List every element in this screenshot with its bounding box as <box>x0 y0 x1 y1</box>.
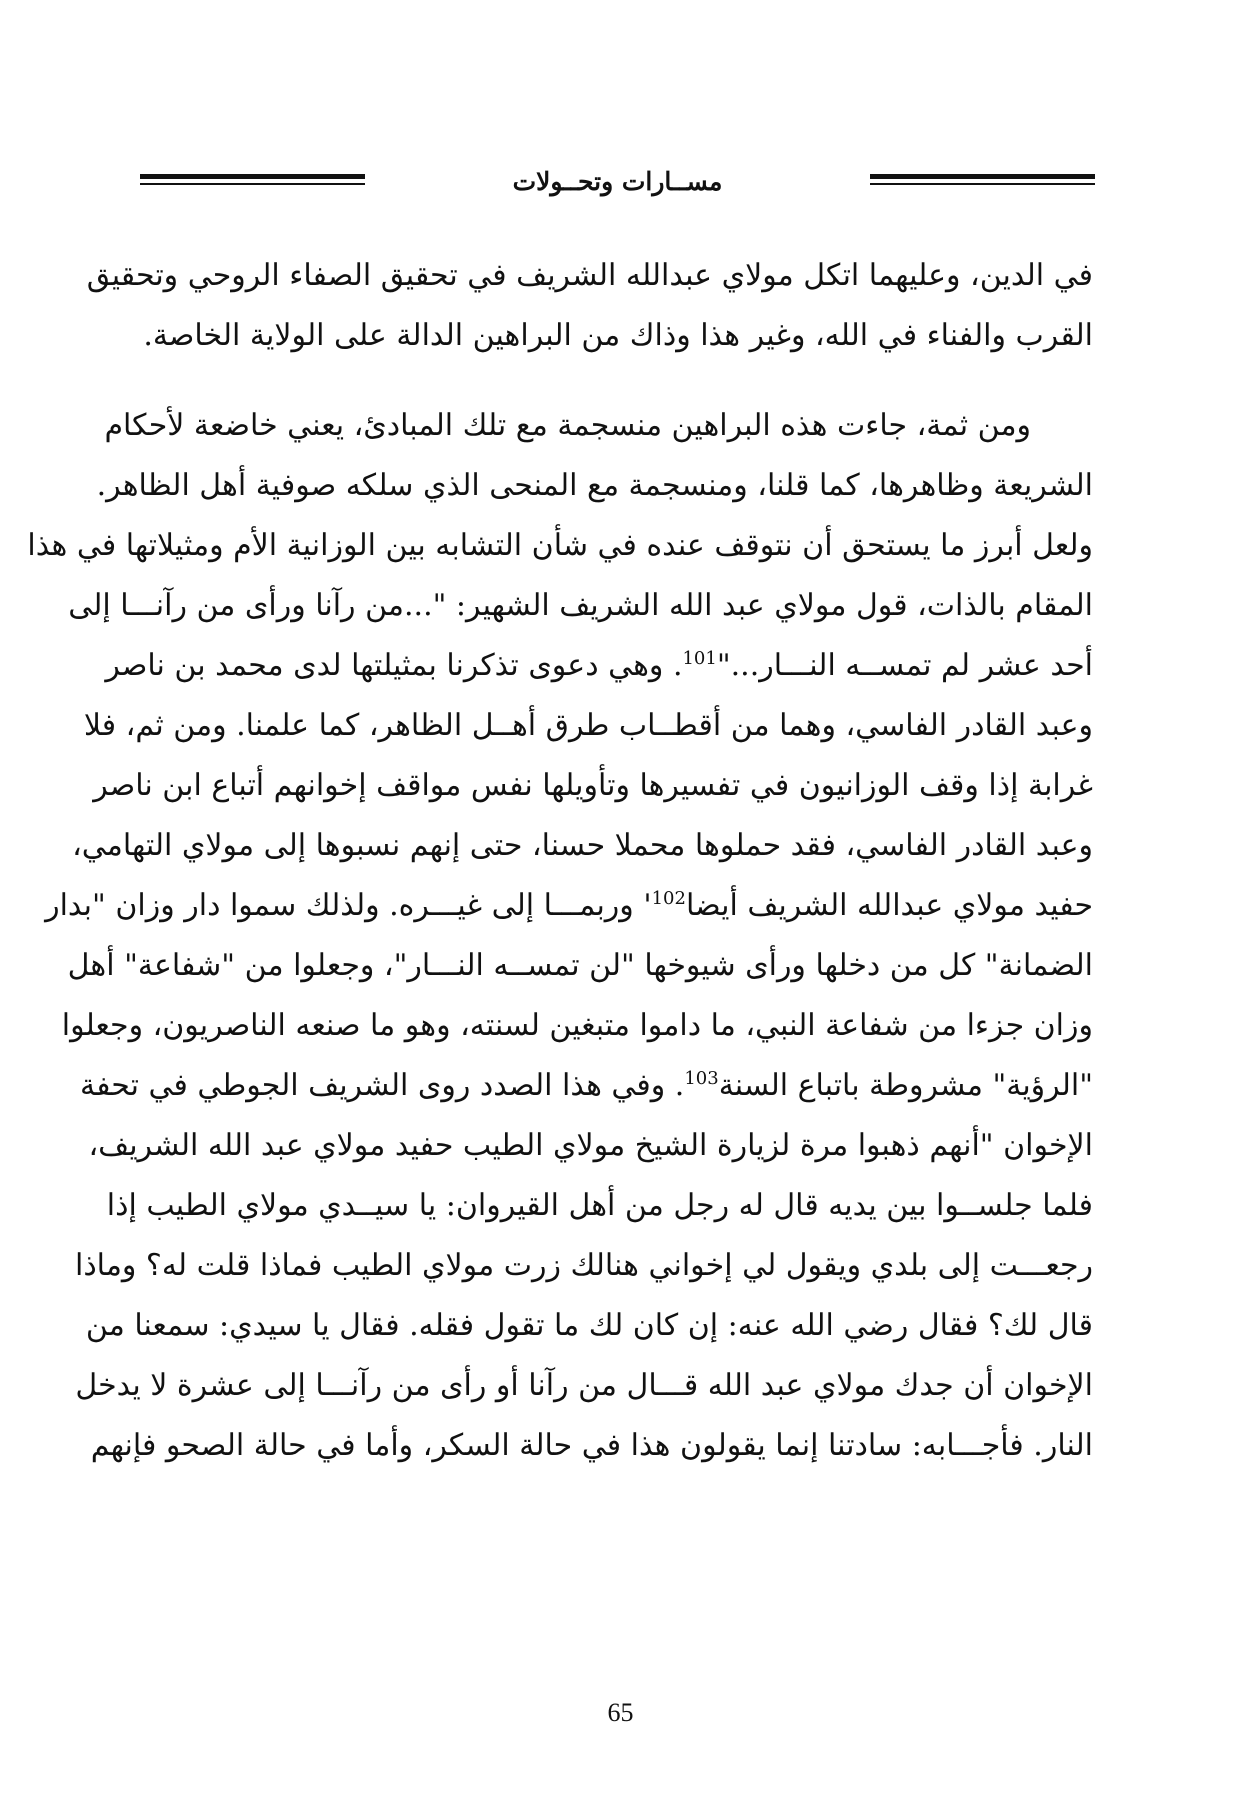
line-text: ' وربمـــا إلى غيـــره. ولذلك سموا دار وزان "بدار <box>45 888 652 923</box>
footnote-ref[interactable]: 101 <box>682 648 717 669</box>
text-line-with-footnote <box>79 1056 1093 1116</box>
line-text: أحد عشر لم تمســه النـــار..." <box>716 648 1093 683</box>
footnote-ref[interactable]: 102 <box>651 888 686 909</box>
line-text: . وهي دعوى تذكرنا بمثيلتها لدى محمد بن ناصر <box>105 648 683 683</box>
footnote-ref[interactable]: 103 <box>684 1068 719 1089</box>
text-line: الشريعة وظاهرها، كما قلنا، ومنسجمة مع المنحى الذي سلكه صوفية أهل الظاهر. <box>96 468 1093 503</box>
text-line-with-footnote <box>45 876 1093 936</box>
page-header <box>140 162 1095 202</box>
text-line-with-footnote <box>105 636 1093 696</box>
paragraph-1 <box>86 246 1093 366</box>
text-line: ومن ثمة، جاءت هذه البراهين منسجمة مع تلك المبادئ، يعني خاضعة لأحكام <box>104 408 1031 443</box>
text-line: غرابة إذا وقف الوزانيون في تفسيرها وتأويلها نفس مواقف إخوانهم أتباع ابن ناصر <box>93 768 1093 803</box>
text-line: وعبد القادر الفاسي، فقد حملوها محملا حسنا، حتى إنهم نسبوها إلى مولاي التهامي، <box>72 828 1093 863</box>
line-text: "الرؤية" مشروطة باتباع السنة <box>718 1068 1093 1103</box>
line-text: . وفي هذا الصدد روى الشريف الجوطي في تحفة <box>79 1068 685 1103</box>
running-title: مســارات وتحــولات <box>512 167 723 196</box>
text-line: فلما جلســوا بين يديه قال له رجل من أهل القيروان: يا سيــدي مولاي الطيب إذا <box>106 1188 1093 1223</box>
text-line: في الدين، وعليهما اتكل مولاي عبدالله الشريف في تحقيق الصفاء الروحي وتحقيق <box>86 258 1093 293</box>
line-text: حفيد مولاي عبدالله الشريف أيضا <box>685 888 1093 923</box>
text-line: وعبد القادر الفاسي، وهما من أقطــاب طرق أهــل الظاهر، كما علمنا. ومن ثم، فلا <box>83 708 1093 743</box>
text-line: قال لك؟ فقال رضي الله عنه: إن كان لك ما تقول فقله. فقال يا سيدي: سمعنا من <box>85 1308 1093 1343</box>
paragraph-2 <box>27 396 1093 1476</box>
text-line: الضمانة" كل من دخلها ورأى شيوخها "لن تمســه النـــار"، وجعلوا من "شفاعة" أهل <box>67 948 1093 983</box>
text-line: وزان جزءا من شفاعة النبي، ما داموا متبغين لسنته، وهو ما صنعه الناصريون، وجعلوا <box>61 1008 1093 1043</box>
text-line: ولعل أبرز ما يستحق أن نتوقف عنده في شأن التشابه بين الوزانية الأم ومثيلاتها في هذا <box>27 528 1093 563</box>
text-line: النار. فأجـــابه: سادتنا إنما يقولون هذا في حالة السكر، وأما في حالة الصحو فإنهم <box>90 1428 1093 1463</box>
text-line: المقام بالذات، قول مولاي عبد الله الشريف الشهير: "...من رآنا ورأى من رآنـــا إلى <box>68 588 1093 623</box>
text-line: الإخوان أن جدك مولاي عبد الله قـــال من رآنا أو رأى من رآنـــا إلى عشرة لا يدخل <box>75 1368 1093 1403</box>
body-text <box>27 246 1093 1476</box>
text-line: الإخوان "أنهم ذهبوا مرة لزيارة الشيخ مولاي الطيب حفيد مولاي عبد الله الشريف، <box>88 1128 1093 1163</box>
page-number: 65 <box>607 1698 634 1727</box>
text-line: رجعـــت إلى بلدي ويقول لي إخواني هنالك زرت مولاي الطيب فماذا قلت له؟ وماذا <box>74 1248 1093 1283</box>
text-line: القرب والفناء في الله، وغير هذا وذاك من البراهين الدالة على الولاية الخاصة. <box>143 318 1093 353</box>
